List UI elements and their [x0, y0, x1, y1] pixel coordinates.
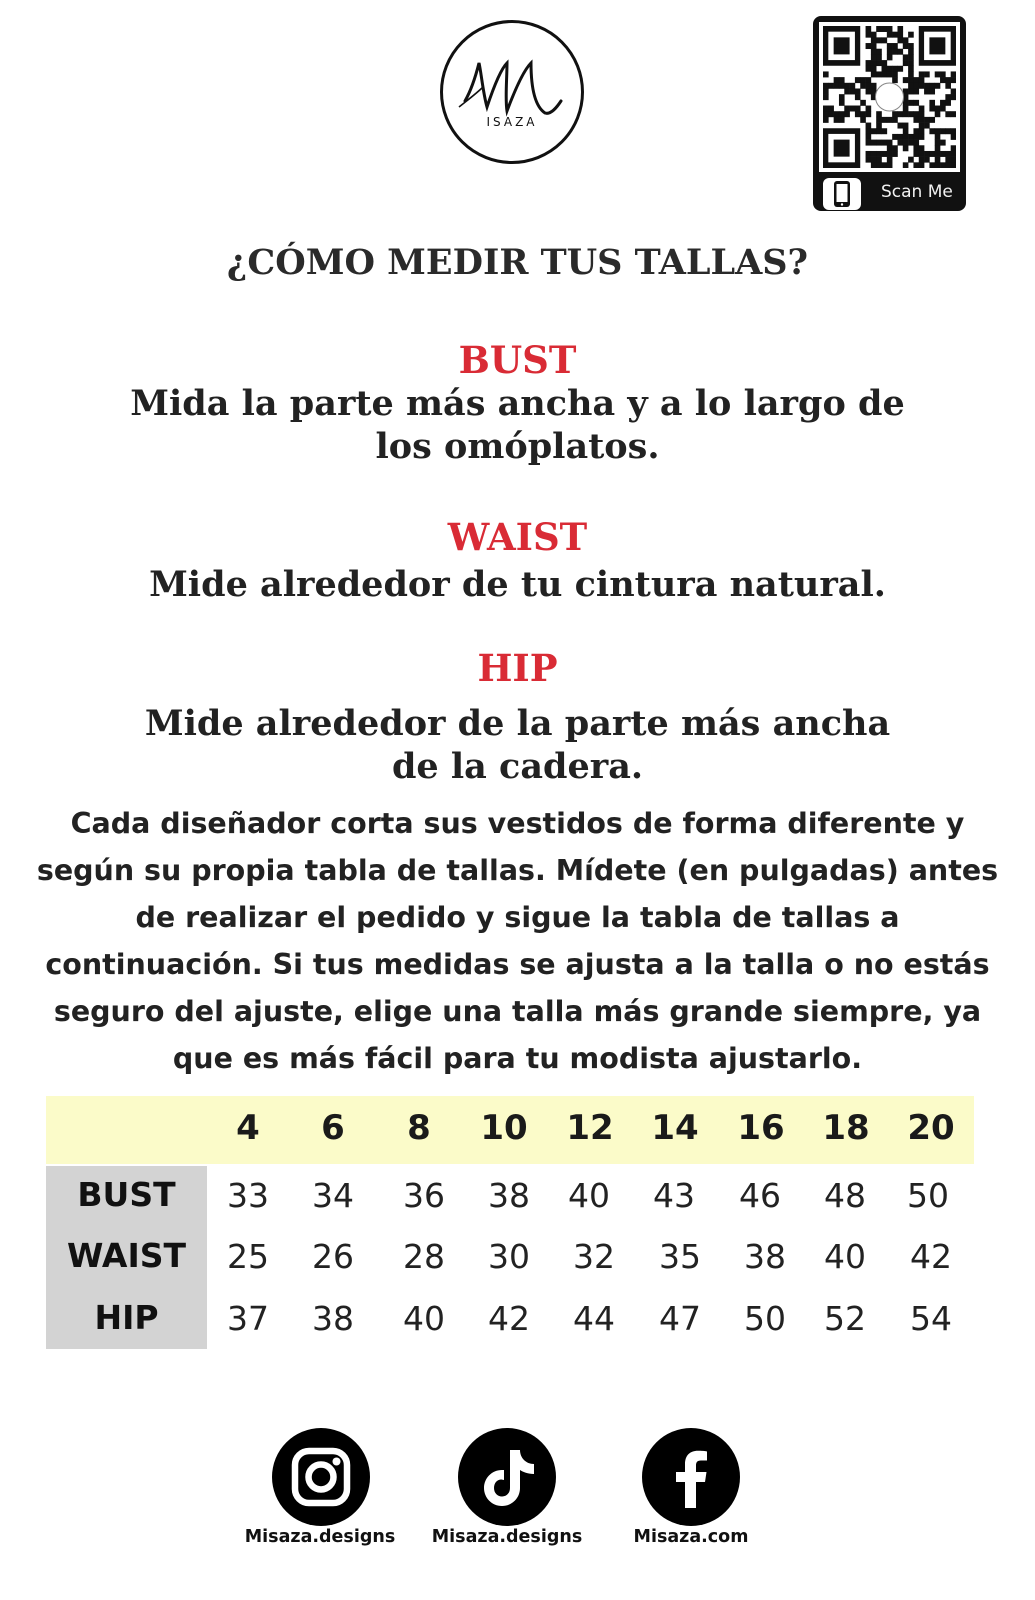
size-header-cell: 4: [236, 1108, 260, 1148]
note-line-1: Cada diseñador corta sus vestidos de forma diferente y: [70, 807, 965, 840]
table-cell: 44: [573, 1299, 615, 1338]
tiktok-handle[interactable]: Misaza.designs: [431, 1527, 583, 1547]
note-line-4: continuación. Si tus medidas se ajusta a la talla o no estás: [45, 948, 990, 981]
table-cell: 38: [488, 1176, 530, 1215]
waist-heading: WAIST: [447, 515, 588, 559]
waist-line-1: Mide alrededor de tu cintura natural.: [149, 564, 886, 605]
table-cell: 43: [653, 1176, 695, 1215]
bust-heading: BUST: [458, 338, 577, 382]
table-cell: 47: [659, 1299, 701, 1338]
hip-line-2: de la cadera.: [391, 746, 644, 787]
size-header-cell: 10: [480, 1108, 528, 1148]
table-cell: 50: [744, 1299, 786, 1338]
table-cell: 38: [744, 1237, 786, 1276]
bust-line-1: Mida la parte más ancha y a lo largo de: [130, 383, 905, 424]
row-label-waist: WAIST: [66, 1236, 186, 1275]
table-cell: 34: [312, 1176, 354, 1215]
size-header-cell: 12: [566, 1108, 614, 1148]
page-title: ¿CÓMO MEDIR TUS TALLAS?: [226, 242, 809, 283]
note-line-5: seguro del ajuste, elige una talla más grande siempre, ya: [53, 995, 982, 1028]
table-cell: 52: [824, 1299, 866, 1338]
table-cell: 32: [573, 1237, 615, 1276]
table-cell: 37: [227, 1299, 269, 1338]
table-cell: 50: [907, 1176, 949, 1215]
note-line-2: según su propia tabla de tallas. Mídete (en pulgadas) antes: [36, 854, 999, 887]
table-cell: 48: [824, 1176, 866, 1215]
monogram-icon: [443, 23, 581, 161]
waist-description: [60, 563, 975, 606]
phone-icon: [823, 178, 861, 210]
size-header-cell: 8: [407, 1108, 431, 1148]
hip-line-1: Mide alrededor de la parte más ancha: [144, 703, 891, 744]
table-cell: 28: [403, 1237, 445, 1276]
facebook-icon[interactable]: [642, 1428, 740, 1526]
table-cell: 30: [488, 1237, 530, 1276]
table-cell: 33: [227, 1176, 269, 1215]
table-cell: 54: [910, 1299, 952, 1338]
hip-description: [60, 702, 975, 788]
table-cell: 40: [403, 1299, 445, 1338]
table-cell: 26: [312, 1237, 354, 1276]
table-cell: 46: [739, 1176, 781, 1215]
bust-description: [60, 382, 975, 468]
table-cell: 40: [824, 1237, 866, 1276]
bust-line-2: los omóplatos.: [375, 426, 660, 467]
hip-heading: HIP: [477, 646, 558, 690]
row-label-bust: BUST: [77, 1175, 176, 1214]
table-cell: 35: [659, 1237, 701, 1276]
brand-logo: [440, 20, 584, 164]
sizing-note: [30, 800, 1005, 1082]
table-cell: 42: [488, 1299, 530, 1338]
table-cell: 36: [403, 1176, 445, 1215]
qr-code[interactable]: [813, 16, 966, 211]
size-header-cell: 16: [737, 1108, 785, 1148]
scan-me-label: Scan Me: [881, 182, 953, 202]
size-header-cell: 20: [907, 1108, 955, 1148]
tiktok-icon[interactable]: [458, 1428, 556, 1526]
instagram-icon[interactable]: [272, 1428, 370, 1526]
website-handle[interactable]: Misaza.com: [633, 1527, 749, 1547]
row-label-hip: HIP: [94, 1298, 159, 1337]
logo-wordmark: ISAZA: [486, 115, 538, 129]
qr-footer: [813, 176, 966, 211]
size-header-cell: 6: [321, 1108, 345, 1148]
table-cell: 40: [568, 1176, 610, 1215]
table-cell: 25: [227, 1237, 269, 1276]
table-cell: 42: [910, 1237, 952, 1276]
size-header-cell: 18: [822, 1108, 870, 1148]
note-line-3: de realizar el pedido y sigue la tabla de tallas a: [135, 901, 900, 934]
size-header-cell: 14: [651, 1108, 699, 1148]
note-line-6: que es más fácil para tu modista ajustarlo.: [172, 1042, 863, 1075]
table-cell: 38: [312, 1299, 354, 1338]
instagram-handle[interactable]: Misaza.designs: [244, 1527, 396, 1547]
qr-pattern: [819, 22, 960, 172]
